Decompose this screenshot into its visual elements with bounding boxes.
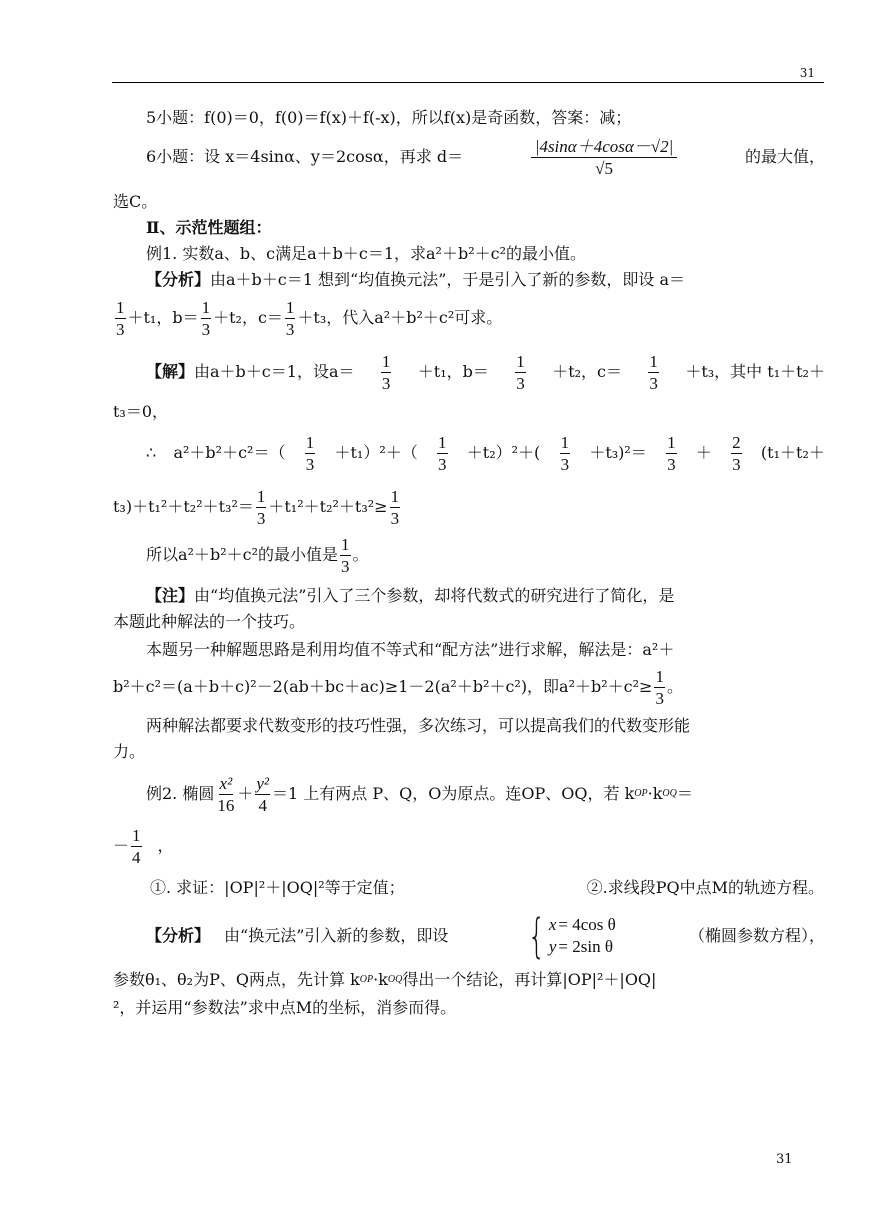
system-line-x — [549, 914, 616, 936]
frac-one-third — [515, 353, 526, 392]
frac-one-third — [648, 353, 659, 392]
denominator: 3 — [341, 556, 350, 576]
denominator: 3 — [285, 319, 295, 339]
frac-one-third — [381, 353, 392, 392]
frac-one-quarter — [131, 827, 142, 866]
expansion-text: ＋t₁）²＋（ — [334, 443, 418, 462]
analysis-text: 得出一个结论，再计算|OP|²＋|OQ| — [402, 970, 657, 989]
expansion-text: t₃)＋t₁²＋t₂²＋t₃²＝ — [113, 497, 254, 516]
denominator: 3 — [667, 454, 676, 474]
denominator: 3 — [256, 508, 266, 528]
q6-fraction — [531, 138, 678, 177]
frac-one-third — [256, 488, 267, 527]
t1-tail: ＋t₁，b＝ — [127, 308, 199, 327]
analysis-tag: 【分析】 — [146, 926, 211, 945]
ex2-analysis-line — [146, 910, 825, 962]
numerator: 1 — [655, 666, 664, 686]
ex1-solution-line — [146, 350, 825, 394]
denominator: 3 — [381, 373, 391, 393]
solution-text: ＋t₂，c＝ — [552, 362, 623, 381]
frac-one-third — [115, 299, 126, 338]
ex1-statement: 例1. 实数a、b、c满足a＋b＋c＝1，求a²＋b²＋c²的最小值。 — [146, 244, 587, 263]
ex1-analysis-cont — [113, 296, 825, 340]
frac-one-third — [390, 488, 401, 527]
denominator: 3 — [116, 319, 125, 339]
q6-line — [146, 134, 825, 180]
numerator: 1 — [132, 825, 141, 845]
ex1-conclusion-cont: 力。 — [113, 742, 146, 761]
ex1-therefore-line — [146, 430, 825, 476]
denominator: 3 — [438, 454, 447, 474]
expansion-text: a²＋b²＋c²＝（ — [173, 443, 286, 462]
alt-text: b²＋c²＝(a＋b＋c)²－2(ab＋bc＋ac)≥1－2(a²＋b²＋c²)，即a²＋b²＋c²≥ — [113, 677, 653, 696]
dot-k: ·k — [647, 784, 663, 803]
frac-y2-over-4 — [255, 775, 270, 814]
solution-text: 由a＋b＋c＝1，设a＝ — [194, 362, 355, 381]
ex2-item-2: ②.求线段PQ中点M的轨迹方程。 — [586, 878, 824, 897]
numerator: 2 — [732, 432, 741, 452]
system-lines — [549, 914, 616, 958]
ex2-analysis-cont: 参数θ₁、θ₂为P、Q两点，先计算 k OP ·k OQ 得出一个结论，再计算|OP|²＋|OQ| — [113, 970, 657, 989]
expansion-text: ＋t₁²＋t₂²＋t₃²≥ — [268, 497, 388, 516]
dot-k: ·k — [373, 970, 388, 989]
frac-x2-over-16 — [216, 775, 235, 814]
ex2-item-1: ①. 求证：|OP|²＋|OQ|²等于定值； — [150, 878, 405, 897]
q6-post: 的最大值， — [744, 147, 825, 166]
denominator: 3 — [201, 319, 211, 339]
expansion-text: ＋t₃)²＝ — [589, 443, 647, 462]
denominator: 16 — [217, 795, 235, 815]
ex1-note-line — [146, 586, 825, 606]
frac-one-third — [437, 434, 448, 473]
numerator: 1 — [285, 297, 295, 317]
denominator: 3 — [649, 373, 658, 393]
analysis-text: 由“换元法”引入新的参数，即设 — [224, 926, 449, 945]
ex2-statement-cont — [113, 822, 825, 870]
denominator: 3 — [732, 454, 741, 474]
ex1-solution-cont: t₃＝0， — [113, 402, 169, 421]
frac-one-third — [305, 434, 316, 473]
footer-page-number: 31 — [776, 1152, 793, 1167]
rhs-x: = 4cos θ — [558, 915, 616, 934]
denominator: 3 — [305, 454, 315, 474]
numerator: 1 — [438, 432, 447, 452]
solution-text: ＋t₁，b＝ — [417, 362, 489, 381]
rhs-y: = 2sin θ — [558, 937, 613, 956]
q6-fraction-denominator: √5 — [595, 158, 613, 178]
ex2-analysis-end: ²，并运用“参数法”求中点M的坐标，消参而得。 — [113, 998, 457, 1017]
ex1-analysis-text: 由a＋b＋c＝1 想到“均值换元法”，于是引入了新的参数，即设 a＝ — [210, 270, 686, 289]
denominator: 4 — [132, 847, 141, 867]
ex1-min-line — [146, 532, 825, 578]
ex1-analysis-line — [146, 270, 825, 290]
q6-fraction-numerator: |4sinα＋4cosα－√2| — [531, 138, 678, 158]
ex2-text: 例2. 椭圆 — [146, 784, 215, 803]
period: 。 — [666, 677, 683, 696]
denominator: 3 — [655, 688, 664, 708]
var-x: x — [548, 915, 557, 934]
period: 。 — [352, 545, 369, 564]
ex1-alt-cont — [113, 664, 825, 710]
t2-tail: ＋t₂，c＝ — [213, 308, 283, 327]
solution-tag: 【解】 — [146, 362, 195, 381]
analysis-tag: 【分析】 — [146, 270, 211, 289]
frac-one-third — [654, 668, 665, 707]
ex1-note-cont: 本题此种解法的一个技巧。 — [113, 612, 306, 631]
ex2-statement: 例2. 椭圆 $\frac{\text{x²}}{16}$ ＋ $\frac{\text{y²}}{4}$ ＝1 上有两点 P、Q，O为原点。连OP、OQ，若 k OP ·k OQ ＝ — [146, 773, 693, 815]
frac-one-third — [340, 536, 351, 575]
frac-one-third — [560, 434, 571, 473]
min-text: 所以a²＋b²＋c²的最小值是 — [146, 545, 338, 564]
ex1-alt-line: 本题另一种解题思路是利用均值不等式和“配方法”进行求解，解法是：a²＋ — [146, 640, 675, 659]
numerator: 1 — [201, 297, 211, 317]
parametric-system — [522, 909, 616, 963]
expansion-text: ＋ — [695, 443, 712, 462]
section-title: Ⅱ、示范性题组： — [146, 218, 272, 237]
expansion-text: (t₁＋t₂＋ — [760, 443, 825, 462]
analysis-text: 参数θ₁、θ₂为P、Q两点，先计算 k — [113, 970, 360, 989]
numerator: 1 — [341, 534, 350, 554]
ex1-expansion-cont — [113, 484, 825, 530]
q6-continuation: 选C。 — [113, 192, 158, 211]
header-rule — [112, 82, 824, 83]
frac-one-third — [666, 434, 677, 473]
ex2-text: ＝1 上有两点 P、Q，O为原点。连OP、OQ，若 k — [272, 784, 635, 803]
left-brace-icon: { — [527, 909, 545, 963]
numerator: 1 — [667, 432, 676, 452]
numerator: 1 — [390, 486, 400, 506]
note-text: 由“均值换元法”引入了三个参数，却将代数式的研究进行了简化，是 — [194, 586, 675, 605]
t3-tail: ＋t₃，代入a²＋b²＋c²可求。 — [297, 308, 503, 327]
numerator: 1 — [116, 297, 125, 317]
numerator: y² — [256, 773, 270, 793]
frac-one-third — [285, 299, 296, 338]
var-y: y — [548, 937, 557, 956]
numerator: x² — [219, 773, 233, 793]
q5-line: 5小题：f(0)＝0，f(0)＝f(x)＋f(-x)，所以f(x)是奇函数，答案：减； — [146, 108, 632, 127]
numerator: 1 — [560, 432, 570, 452]
note-tag: 【注】 — [146, 586, 195, 605]
comma: ， — [157, 836, 174, 855]
numerator: 1 — [516, 351, 525, 371]
system-line-y — [549, 936, 616, 958]
plus-sign: ＋ — [237, 784, 254, 803]
numerator: 1 — [381, 351, 391, 371]
frac-two-thirds — [731, 434, 742, 473]
equals-sign: ＝ — [676, 784, 693, 803]
frac-one-third — [201, 299, 212, 338]
numerator: 1 — [649, 351, 658, 371]
header-page-number: 31 — [799, 66, 815, 80]
q6-pre: 6小题：设 x＝4sinα、y＝2cosα，再求 d＝ — [146, 147, 464, 166]
denominator: 3 — [516, 373, 525, 393]
analysis-text: （椭圆参数方程）， — [688, 926, 825, 945]
ex2-items — [150, 878, 824, 898]
denominator: 3 — [560, 454, 570, 474]
ex1-conclusion-line: 两种解法都要求代数变形的技巧性强，多次练习，可以提高我们的代数变形能 — [146, 716, 691, 735]
denominator: 4 — [258, 795, 267, 815]
denominator: 3 — [390, 508, 400, 528]
numerator: 1 — [305, 432, 315, 452]
expansion-text: ＋t₂）²＋( — [466, 443, 541, 462]
numerator: 1 — [256, 486, 266, 506]
minus-sign: － — [113, 836, 130, 855]
therefore-symbol: ∴ — [146, 443, 157, 462]
solution-text: ＋t₃，其中 t₁＋t₂＋ — [685, 362, 825, 381]
